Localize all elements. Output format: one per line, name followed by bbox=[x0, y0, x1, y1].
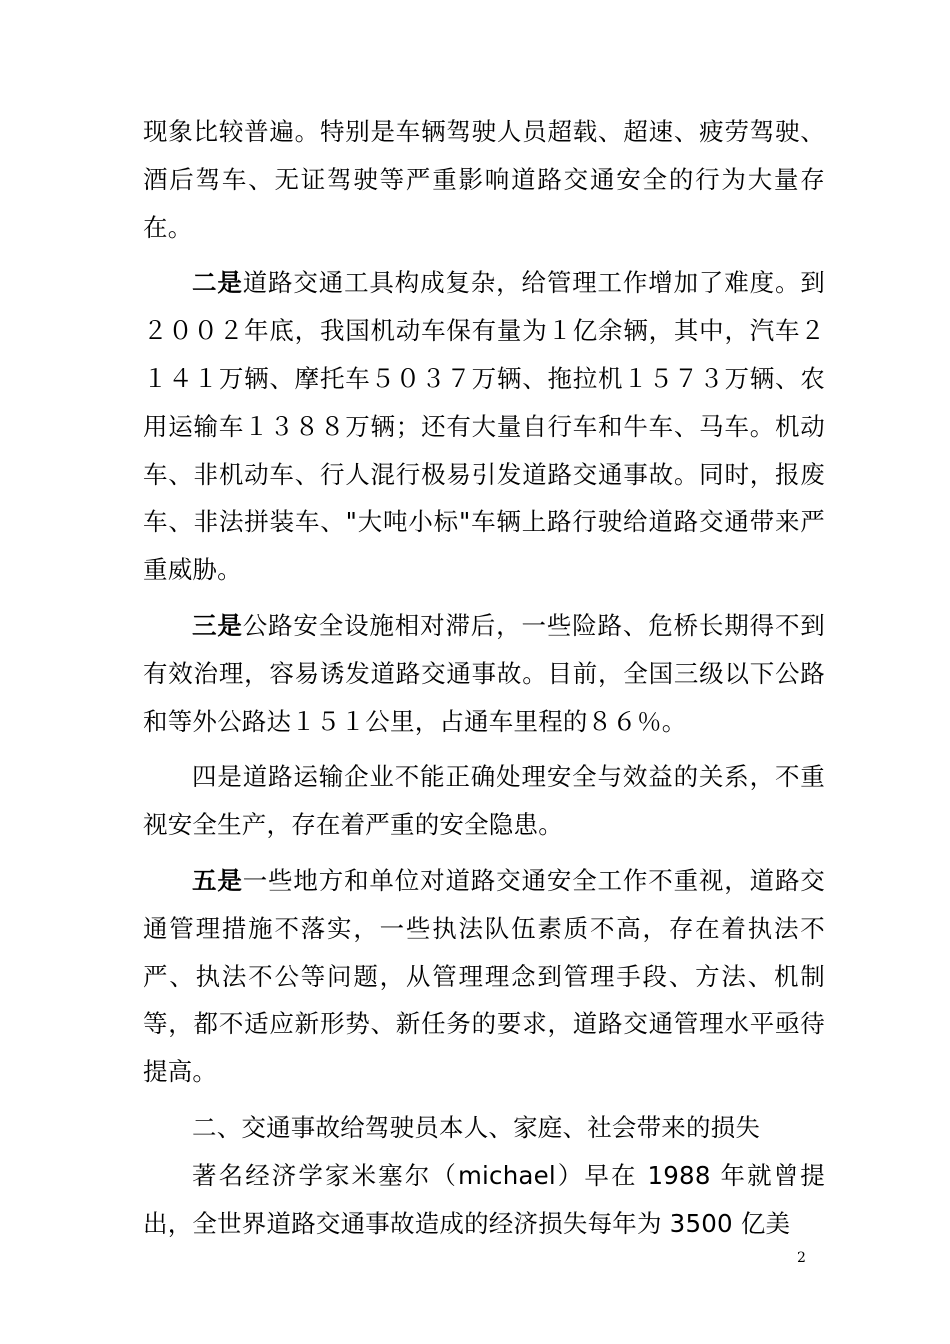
paragraph-continuation bbox=[143, 108, 825, 251]
paragraph-text: 一些地方和单位对道路交通安全工作不重视，道路交通管理措施不落实，一些执法队伍素质不高，存在着执法不严、执法不公等问题，从管理理念到管理手段、方法、机制等，都不适应新形势、新任务的要求，道路交通管理水平亟待提高。 bbox=[143, 865, 825, 1087]
paragraph-point-five bbox=[143, 857, 825, 1096]
page-number: 2 bbox=[797, 1250, 806, 1266]
paragraph-point-three bbox=[143, 602, 825, 745]
paragraph-lead: 五是 bbox=[192, 865, 243, 895]
paragraph-text: 四是道路运输企业不能正确处理安全与效益的关系，不重视安全生产，存在着严重的安全隐患。 bbox=[143, 762, 825, 840]
heading-text: 二、交通事故给驾驶员本人、家庭、社会带来的损失 bbox=[192, 1112, 761, 1142]
paragraph-text: 公路安全设施相对滞后，一些险路、危桥长期得不到有效治理，容易诱发道路交通事故。目前，全国三级以下公路和等外公路达１５１公里，占通车里程的８６％。 bbox=[143, 610, 825, 736]
paragraph-text: 现象比较普遍。特别是车辆驾驶人员超载、超速、疲劳驾驶、酒后驾车、无证驾驶等严重影响道路交通安全的行为大量存在。 bbox=[143, 117, 825, 242]
paragraph-text: 道路交通工具构成复杂，给管理工作增加了难度。到２００２年底，我国机动车保有量为１亿余辆，其中，汽车２１４１万辆、摩托车５０３７万辆、拖拉机１５７３万辆、农用运输车１３８８万辆；还有大量自行车和牛车、马车。机动车、非机动车、行人混行极易引发道路交通事故。同时，报废车、非法拼装车、"大吨小标"车辆上路行驶给道路交通带来严重威胁。 bbox=[143, 268, 825, 585]
document-page bbox=[143, 108, 825, 1247]
paragraph-lead: 二是 bbox=[192, 268, 243, 298]
paragraph-point-two bbox=[143, 259, 825, 594]
section-heading bbox=[143, 1104, 825, 1152]
paragraph-text: 著名经济学家米塞尔（michael）早在 1988 年就曾提出，全世界道路交通事故造成的经济损失每年为 3500 亿美 bbox=[143, 1160, 825, 1238]
paragraph-point-four bbox=[143, 753, 825, 849]
paragraph-economist-quote bbox=[143, 1152, 825, 1248]
paragraph-lead: 三是 bbox=[192, 610, 243, 640]
